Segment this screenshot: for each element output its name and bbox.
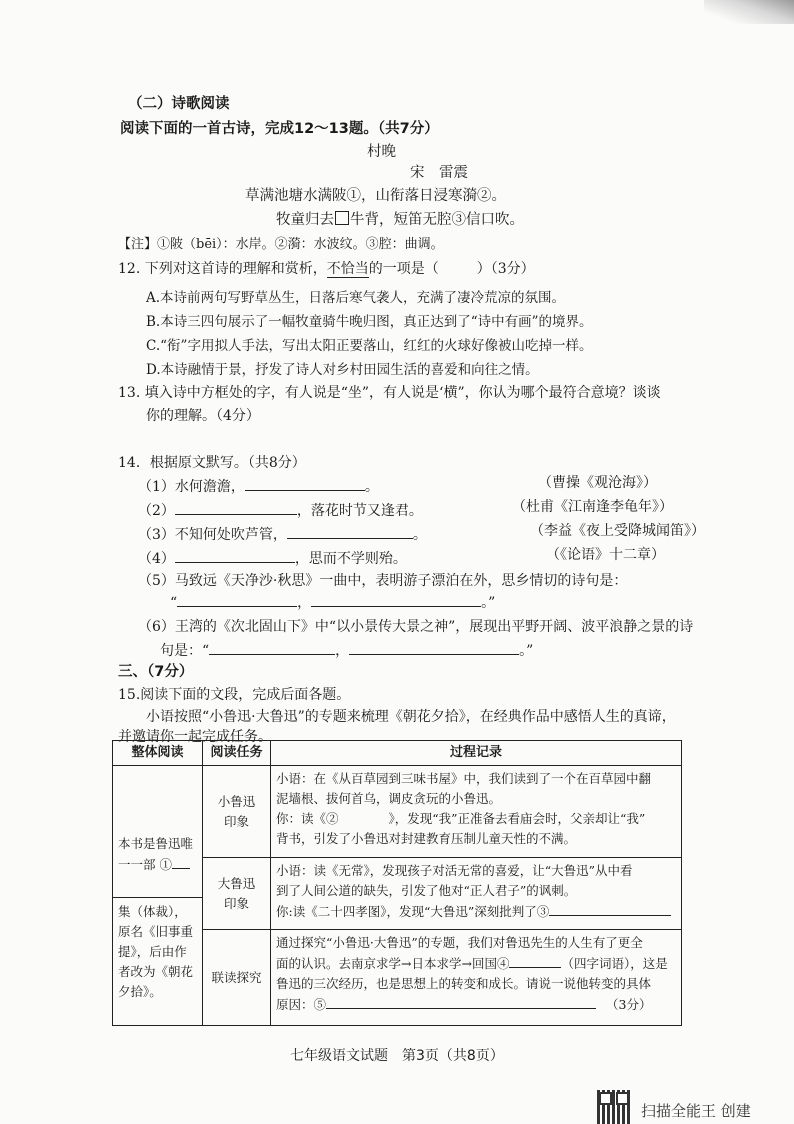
poem-line-1: 草满池塘水满陂①，山衔落日浸寒漪②。 [245, 188, 506, 204]
header-whole-reading: 整体阅读 [113, 741, 203, 766]
poem-notes: 【注】①陂（bēi）：水岸。②漪：水波纹。③腔：曲调。 [118, 237, 444, 252]
question-12-option-c: C.“衔”字用拟人手法，写出太阳正要落山，红红的火球好像被山吃掉一样。 [146, 338, 593, 354]
task-big-luxun: 大鲁迅 印象 [203, 858, 271, 930]
section-heading: （二）诗歌阅读 [128, 96, 230, 112]
question-12-stem: 12. 下列对这首诗的理解和赏析，不恰当的一项是（ ）（3分） [118, 261, 535, 277]
recitation-item-3: （3）不知何处吹芦管， 。 [138, 524, 427, 544]
question-13-line-1: 13. 填入诗中方框处的字，有人说是“坐”，有人说是‘横”，你认为哪个最符合意境？谈谈 [118, 385, 661, 401]
question-15-intro-2: 并邀请你一起完成任务。 [118, 729, 272, 745]
question-12-option-b: B.本诗三四句展示了一幅牧童骑牛晚归图，真正达到了“诗中有画”的境界。 [146, 314, 593, 330]
page-footer: 七年级语文试题 第3页（共8页） [290, 1048, 504, 1064]
qr-code-icon [597, 1090, 631, 1124]
poem-title: 村晚 [367, 144, 396, 160]
recitation-item-6-prompt: （6）王湾的《次北固山下》中“以小景传大景之神”，展现出平野开阔、波平浪静之景的诗 [138, 619, 694, 635]
question-13-line-2: 你的理解。（4分） [146, 408, 260, 424]
question-15-intro-1: 小语按照“小鲁迅·大鲁迅”的专题来梳理《朝花夕拾》，在经典作品中感悟人生的真谛， [146, 709, 676, 725]
section-3-heading: 三、（7分） [118, 664, 194, 680]
recitation-item-5-answer: “ ， 。” [170, 592, 495, 612]
record-joint-inquiry: 通过探究“小鲁迅·大鲁迅”的专题，我们对鲁迅先生的人生有了更全 面的认识。去南京求学→日本求学→回国④ （四字词语），这是 鲁迅的三次经历，也是思想上的转变和成长。请说一说他转变的具体 原因：⑤ （3分） [271, 930, 682, 1026]
whole-reading-cell: 本书是鲁迅唯 一一部 ① 集（体裁）， 原名《旧事重 提》，后由作 者改为《朝花 夕拾》。 [113, 766, 203, 1026]
recitation-item-5-prompt: （5）马致远《天净沙·秋思》一曲中，表明游子漂泊在外，思乡情切的诗句是： [138, 573, 628, 589]
recitation-source-3: （李益《夜上受降城闻笛》） [530, 523, 705, 539]
question-14-title: 14．根据原文默写。（共8分） [118, 455, 306, 471]
recitation-source-1: （曹操《观沧海》） [538, 475, 657, 491]
recitation-source-4: （《论语》十二章） [546, 547, 665, 563]
recitation-item-6-answer: 句是：“ ， 。” [160, 640, 533, 660]
poem-author: 宋 雷震 [410, 165, 468, 181]
question-12-option-a: A.本诗前两句写野草丛生，日落后寒气袭人，充满了凄冷荒凉的氛围。 [146, 290, 566, 306]
question-15-title: 15.阅读下面的文段，完成后面各题。 [118, 687, 351, 703]
recitation-item-1: （1）水何澹澹， 。 [138, 476, 379, 496]
header-process-record: 过程记录 [271, 741, 682, 766]
recitation-item-2: （2） ，落花时节又逢君。 [138, 500, 423, 520]
reading-record-table [112, 740, 682, 1026]
task-joint-inquiry: 联读探究 [203, 930, 271, 1026]
task-small-luxun: 小鲁迅 印象 [203, 766, 271, 858]
recitation-item-4: （4） ，思而不学则殆。 [138, 548, 407, 568]
section-instruction: 阅读下面的一首古诗，完成12～13题。（共7分） [120, 121, 439, 137]
record-big-luxun: 小语：读《无常》，发现孩子对活无常的喜爱，让“大鲁迅”从中看 到了人间公道的缺失，引发了他对“正人君子”的讽刺。 你:读《二十四孝图》，发现“大鲁迅”深刻批判了③ [271, 858, 682, 930]
blank-box-icon [335, 211, 349, 225]
poem-line-2: 牧童归去 牛背，短笛无腔③信口吹。 [276, 212, 524, 228]
record-small-luxun: 小语：在《从百草园到三味书屋》中，我们读到了一个在百草园中翻 泥墙根、拔何首乌，调皮贪玩的小鲁迅。 你：读《② 》，发现“我”正准备去看庙会时，父亲却让“我” 背书，引发了小鲁迅对封建教育压制儿童天性的不满。 [271, 766, 682, 858]
recitation-source-2: （杜甫《江南逢李龟年》） [512, 499, 673, 515]
question-12-option-d: D.本诗融情于景，抒发了诗人对乡村田园生活的喜爱和向往之情。 [146, 362, 539, 378]
scanner-watermark: 扫描全能王 创建 [641, 1102, 751, 1120]
page-corner-shadow [704, 0, 794, 24]
header-reading-task: 阅读任务 [203, 741, 271, 766]
